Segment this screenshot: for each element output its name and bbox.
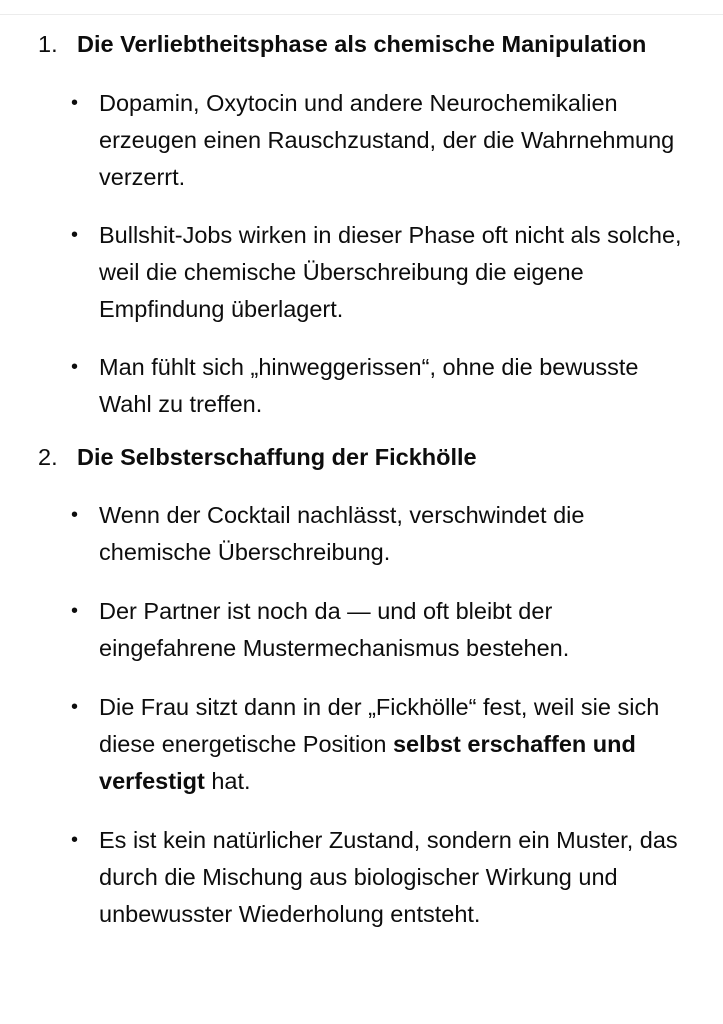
section-number: 1. <box>38 31 58 57</box>
top-divider <box>0 14 723 15</box>
bullet-icon: • <box>71 356 79 378</box>
section-2 <box>0 439 723 933</box>
list-item <box>71 593 693 667</box>
bullet-icon: • <box>71 504 79 526</box>
bullet-icon: • <box>71 829 79 851</box>
bullet-list <box>71 497 693 933</box>
document-content <box>0 26 723 933</box>
section-title: Die Selbsterschaffung der Fickhölle <box>77 444 477 470</box>
section-1 <box>0 26 723 423</box>
bullet-icon: • <box>71 224 79 246</box>
bullet-list <box>71 85 693 423</box>
list-item <box>71 349 693 423</box>
list-item-text: Dopamin, Oxytocin und andere Neurochemikalien erzeugen einen Rauschzustand, der die Wahrnehmung verzerrt. <box>99 90 675 190</box>
section-title: Die Verliebtheitsphase als chemische Manipulation <box>77 31 647 57</box>
list-item-text-part: Die Frau sitzt dann in der „Fickhölle“ fest, weil sie sich diese energetische Position <box>99 694 660 757</box>
list-item-text: Man fühlt sich „hinweggerissen“, ohne die bewusste Wahl zu treffen. <box>99 354 639 417</box>
list-item-text: Der Partner ist noch da — und oft bleibt der eingefahrene Mustermechanismus bestehen. <box>99 598 570 661</box>
list-item-text-part: hat. <box>204 768 251 794</box>
list-item-emphasis: selbst erschaffen und verfestigt <box>99 731 636 794</box>
section-number: 2. <box>38 444 58 470</box>
list-item-text: Wenn der Cocktail nachlässt, verschwindet die chemische Überschreibung. <box>99 502 585 565</box>
list-item <box>71 217 693 328</box>
bullet-icon: • <box>71 696 79 718</box>
list-item <box>71 689 693 800</box>
list-item <box>71 497 693 571</box>
bullet-icon: • <box>71 600 79 622</box>
list-item-text: Bullshit-Jobs wirken in dieser Phase oft nicht als solche, weil die chemische Überschreibung die eigene Empfindung überlagert. <box>99 222 682 322</box>
list-item <box>71 85 693 196</box>
list-item-text: Es ist kein natürlicher Zustand, sondern ein Muster, das durch die Mischung aus biologischer Wirkung und unbewusster Wiederholung entsteht. <box>99 827 678 927</box>
list-item <box>71 822 693 933</box>
bullet-icon: • <box>71 92 79 114</box>
